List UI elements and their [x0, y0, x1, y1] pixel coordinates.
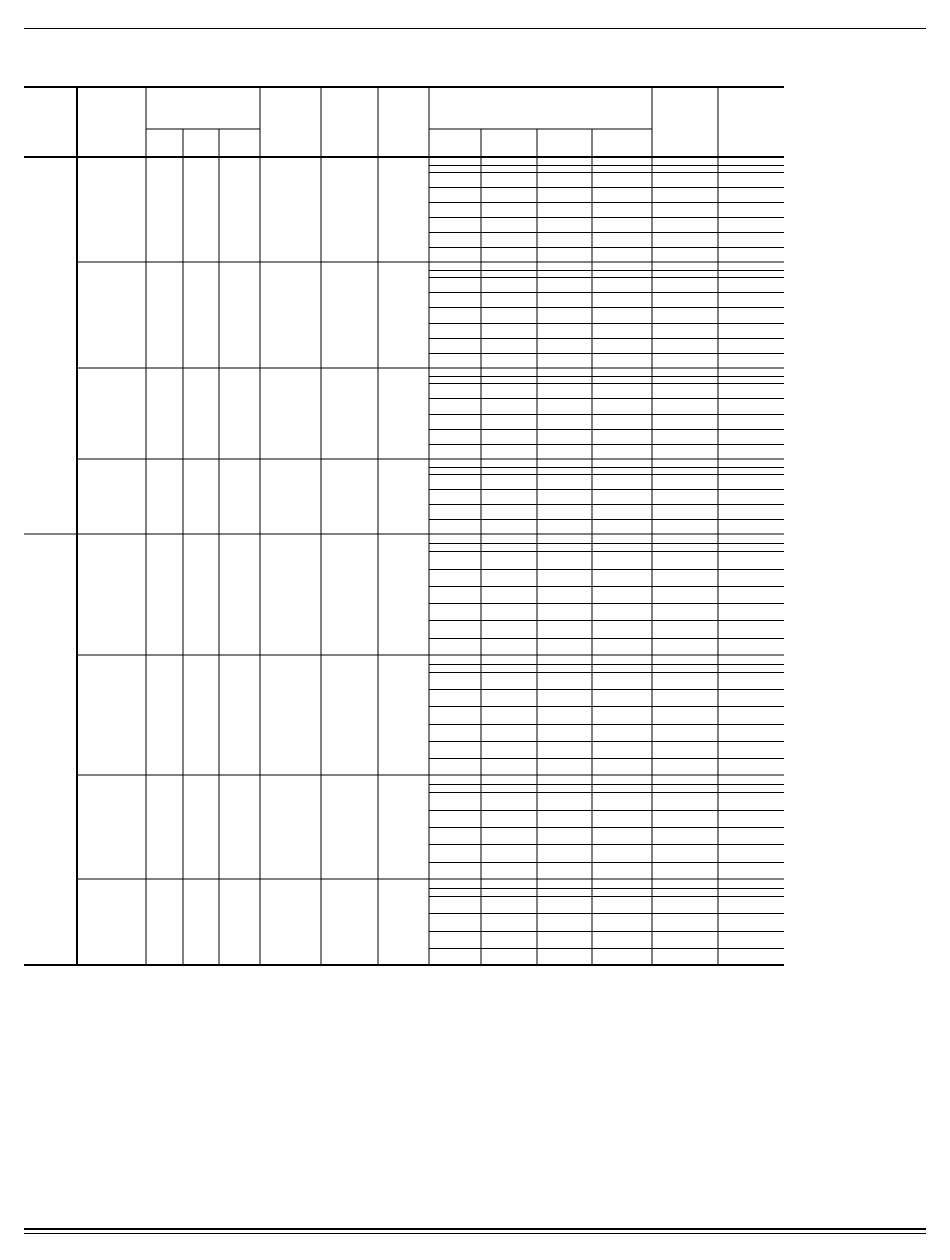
- page-bottom-rule: [24, 1228, 926, 1234]
